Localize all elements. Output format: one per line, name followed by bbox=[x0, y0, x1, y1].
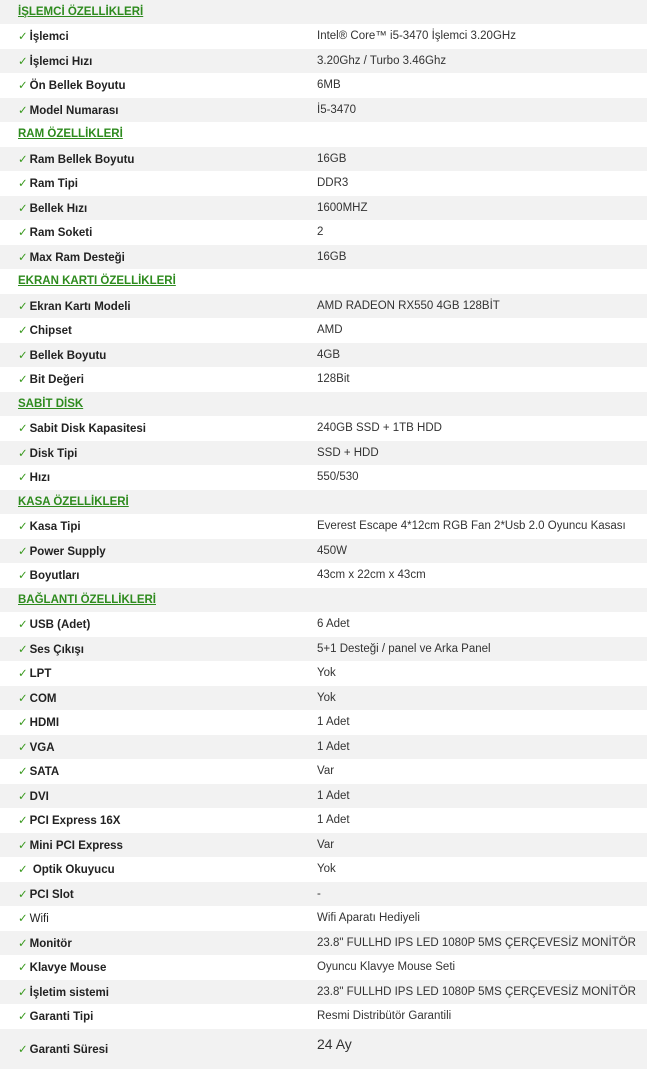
spec-label: SATA bbox=[29, 766, 60, 779]
spec-row bbox=[0, 931, 647, 956]
check-icon: ✓ bbox=[18, 888, 28, 901]
check-icon: ✓ bbox=[18, 741, 28, 754]
spec-value-cell bbox=[297, 147, 647, 172]
spec-value-cell bbox=[297, 49, 647, 74]
section-title: İŞLEMCİ ÖZELLİKLERİ bbox=[0, 0, 647, 24]
section-header-row bbox=[0, 122, 647, 147]
spec-label-cell bbox=[0, 294, 297, 319]
spec-label-cell bbox=[0, 98, 297, 123]
check-icon: ✓ bbox=[18, 962, 28, 975]
spec-label-cell bbox=[0, 563, 297, 588]
spec-value: 2 bbox=[317, 226, 324, 239]
section-header-row bbox=[0, 588, 647, 613]
section-title: BAĞLANTI ÖZELLİKLERİ bbox=[0, 588, 647, 613]
section-title: EKRAN KARTI ÖZELLİKLERİ bbox=[0, 269, 647, 294]
spec-value: Yok bbox=[317, 691, 336, 704]
spec-label: Model Numarası bbox=[29, 104, 119, 117]
spec-value-cell bbox=[297, 245, 647, 270]
spec-label: VGA bbox=[29, 741, 55, 754]
check-icon: ✓ bbox=[18, 423, 28, 436]
spec-label-cell bbox=[0, 245, 297, 270]
spec-label: Max Ram Desteği bbox=[29, 251, 125, 264]
spec-row bbox=[0, 735, 647, 760]
check-icon: ✓ bbox=[18, 1044, 28, 1056]
check-icon: ✓ bbox=[18, 1011, 28, 1024]
section-header-row bbox=[0, 0, 647, 24]
spec-value: Oyuncu Klavye Mouse Seti bbox=[317, 961, 456, 974]
spec-label: Power Supply bbox=[29, 545, 106, 558]
spec-label-cell bbox=[0, 784, 297, 809]
spec-label-cell bbox=[0, 735, 297, 760]
spec-value-cell bbox=[297, 955, 647, 980]
spec-label-cell bbox=[0, 759, 297, 784]
spec-label: Monitör bbox=[29, 937, 72, 950]
section-header-row bbox=[0, 392, 647, 417]
spec-label-cell bbox=[0, 857, 297, 882]
section-header-row bbox=[0, 269, 647, 294]
check-icon: ✓ bbox=[18, 937, 28, 950]
check-icon: ✓ bbox=[18, 300, 28, 313]
spec-label: Bellek Hızı bbox=[29, 202, 88, 215]
spec-row bbox=[0, 784, 647, 809]
check-icon: ✓ bbox=[18, 864, 28, 877]
spec-row bbox=[0, 759, 647, 784]
spec-row bbox=[0, 514, 647, 539]
spec-label: Ram Tipi bbox=[29, 178, 78, 191]
spec-label-cell bbox=[0, 882, 297, 907]
check-icon: ✓ bbox=[18, 668, 28, 681]
check-icon: ✓ bbox=[18, 374, 28, 387]
spec-row bbox=[0, 563, 647, 588]
check-icon: ✓ bbox=[18, 839, 28, 852]
spec-label-cell bbox=[0, 171, 297, 196]
spec-label-cell bbox=[0, 808, 297, 833]
check-icon: ✓ bbox=[18, 447, 28, 460]
spec-value-cell bbox=[297, 710, 647, 735]
spec-value: 43cm x 22cm x 43cm bbox=[317, 569, 426, 582]
spec-value-cell bbox=[297, 735, 647, 760]
spec-row bbox=[0, 710, 647, 735]
spec-value-cell bbox=[297, 1004, 647, 1029]
spec-value: AMD RADEON RX550 4GB 128BİT bbox=[317, 299, 500, 312]
spec-label: Wifi bbox=[29, 913, 49, 926]
check-icon: ✓ bbox=[18, 202, 28, 215]
spec-label: Chipset bbox=[29, 325, 72, 338]
spec-value: DDR3 bbox=[317, 177, 349, 190]
check-icon: ✓ bbox=[18, 545, 28, 558]
spec-value-cell bbox=[297, 343, 647, 368]
spec-label-cell bbox=[0, 318, 297, 343]
spec-label-cell bbox=[0, 147, 297, 172]
spec-row bbox=[0, 1029, 647, 1070]
spec-label: İşletim sistemi bbox=[29, 986, 109, 999]
check-icon: ✓ bbox=[18, 619, 28, 632]
spec-label: Ram Soketi bbox=[29, 227, 93, 240]
spec-row bbox=[0, 416, 647, 441]
section-title: KASA ÖZELLİKLERİ bbox=[0, 490, 647, 515]
section-header-row bbox=[0, 490, 647, 515]
spec-row bbox=[0, 441, 647, 466]
spec-value: AMD bbox=[317, 324, 343, 337]
spec-row bbox=[0, 147, 647, 172]
check-icon: ✓ bbox=[18, 178, 28, 191]
spec-value: İ5-3470 bbox=[317, 103, 357, 116]
spec-value: 6MB bbox=[317, 79, 341, 92]
spec-row bbox=[0, 196, 647, 221]
check-icon: ✓ bbox=[18, 227, 28, 240]
spec-value: Yok bbox=[317, 863, 336, 876]
section-title: SABİT DİSK bbox=[0, 392, 647, 417]
spec-label-cell bbox=[0, 441, 297, 466]
check-icon: ✓ bbox=[18, 717, 28, 730]
spec-value: 3.20Ghz / Turbo 3.46Ghz bbox=[317, 54, 447, 67]
check-icon: ✓ bbox=[18, 986, 28, 999]
spec-value-cell bbox=[297, 686, 647, 711]
spec-label: Hızı bbox=[29, 472, 51, 485]
spec-label-cell bbox=[0, 416, 297, 441]
spec-value-cell bbox=[297, 24, 647, 49]
spec-row bbox=[0, 367, 647, 392]
spec-label-cell bbox=[0, 367, 297, 392]
spec-value-cell bbox=[297, 759, 647, 784]
spec-label: USB (Adet) bbox=[29, 619, 91, 632]
spec-value: 23.8" FULLHD IPS LED 1080P 5MS ÇERÇEVESİZ MONİTÖR bbox=[317, 936, 636, 949]
spec-row bbox=[0, 245, 647, 270]
spec-value: 128Bit bbox=[317, 373, 350, 386]
check-icon: ✓ bbox=[18, 570, 28, 583]
spec-row bbox=[0, 73, 647, 98]
spec-label: Disk Tipi bbox=[29, 447, 78, 460]
check-icon: ✓ bbox=[18, 153, 28, 166]
spec-label-cell bbox=[0, 539, 297, 564]
spec-row bbox=[0, 637, 647, 662]
spec-value-cell bbox=[297, 539, 647, 564]
spec-value-cell bbox=[297, 612, 647, 637]
spec-value-cell bbox=[297, 514, 647, 539]
check-icon: ✓ bbox=[18, 325, 28, 338]
spec-value-cell bbox=[297, 980, 647, 1005]
spec-label: Garanti Tipi bbox=[29, 1011, 94, 1024]
check-icon: ✓ bbox=[18, 55, 28, 68]
spec-row bbox=[0, 686, 647, 711]
spec-row bbox=[0, 220, 647, 245]
spec-value-cell bbox=[297, 73, 647, 98]
spec-value-cell bbox=[297, 416, 647, 441]
spec-value-cell bbox=[297, 465, 647, 490]
spec-value: Yok bbox=[317, 667, 336, 680]
spec-label-cell bbox=[0, 49, 297, 74]
spec-value-cell bbox=[297, 784, 647, 809]
spec-value-cell bbox=[297, 882, 647, 907]
spec-label-cell bbox=[0, 1029, 297, 1070]
spec-label-cell bbox=[0, 1004, 297, 1029]
spec-label-cell bbox=[0, 686, 297, 711]
spec-label-cell bbox=[0, 980, 297, 1005]
check-icon: ✓ bbox=[18, 766, 28, 779]
spec-row bbox=[0, 49, 647, 74]
spec-label-cell bbox=[0, 637, 297, 662]
spec-value-cell bbox=[297, 171, 647, 196]
spec-label-cell bbox=[0, 931, 297, 956]
spec-value-cell bbox=[297, 220, 647, 245]
spec-value: Var bbox=[317, 765, 335, 778]
spec-label: Kasa Tipi bbox=[29, 521, 81, 534]
check-icon: ✓ bbox=[18, 31, 28, 44]
check-icon: ✓ bbox=[18, 251, 28, 264]
spec-label: HDMI bbox=[29, 717, 60, 730]
spec-label: Garanti Süresi bbox=[29, 1044, 109, 1056]
spec-row bbox=[0, 1004, 647, 1029]
spec-label: DVI bbox=[29, 790, 49, 803]
spec-value: 5+1 Desteği / panel ve Arka Panel bbox=[317, 642, 491, 655]
spec-row bbox=[0, 171, 647, 196]
spec-row bbox=[0, 294, 647, 319]
check-icon: ✓ bbox=[18, 790, 28, 803]
spec-value: SSD + HDD bbox=[317, 446, 379, 459]
spec-value: 16GB bbox=[317, 152, 347, 165]
spec-row bbox=[0, 857, 647, 882]
spec-row bbox=[0, 833, 647, 858]
spec-row bbox=[0, 465, 647, 490]
spec-label: Boyutları bbox=[29, 570, 80, 583]
spec-label: PCI Slot bbox=[29, 888, 74, 901]
spec-label-cell bbox=[0, 24, 297, 49]
spec-value: 24 Ay bbox=[317, 1036, 352, 1052]
spec-row bbox=[0, 661, 647, 686]
spec-label-cell bbox=[0, 710, 297, 735]
spec-row bbox=[0, 808, 647, 833]
spec-value: 16GB bbox=[317, 250, 347, 263]
spec-label: Ön Bellek Boyutu bbox=[29, 80, 126, 93]
spec-row bbox=[0, 906, 647, 931]
spec-value-cell bbox=[297, 857, 647, 882]
spec-label: COM bbox=[29, 692, 57, 705]
spec-value: 23.8" FULLHD IPS LED 1080P 5MS ÇERÇEVESİZ MONİTÖR bbox=[317, 985, 636, 998]
check-icon: ✓ bbox=[18, 815, 28, 828]
spec-value-cell bbox=[297, 1029, 647, 1070]
check-icon: ✓ bbox=[18, 104, 28, 117]
spec-value-cell bbox=[297, 294, 647, 319]
spec-value-cell bbox=[297, 833, 647, 858]
spec-label: Bit Değeri bbox=[29, 374, 84, 387]
spec-label: İşlemci Hızı bbox=[29, 55, 93, 68]
spec-row bbox=[0, 882, 647, 907]
spec-value: 1 Adet bbox=[317, 814, 350, 827]
spec-row bbox=[0, 343, 647, 368]
spec-value: 450W bbox=[317, 544, 348, 557]
spec-label-cell bbox=[0, 906, 297, 931]
spec-row bbox=[0, 98, 647, 123]
spec-label-cell bbox=[0, 612, 297, 637]
spec-value-cell bbox=[297, 637, 647, 662]
spec-label: Sabit Disk Kapasitesi bbox=[29, 423, 146, 436]
spec-label: İşlemci bbox=[29, 31, 69, 44]
spec-label: Klavye Mouse bbox=[29, 962, 107, 975]
spec-label: PCI Express 16X bbox=[29, 815, 121, 828]
spec-value: 6 Adet bbox=[317, 618, 350, 631]
spec-value: 1 Adet bbox=[317, 789, 350, 802]
spec-value: 1 Adet bbox=[317, 740, 350, 753]
spec-label-cell bbox=[0, 833, 297, 858]
spec-row bbox=[0, 24, 647, 49]
spec-label-cell bbox=[0, 955, 297, 980]
section-title: RAM ÖZELLİKLERİ bbox=[0, 122, 647, 147]
spec-value: Resmi Distribütör Garantili bbox=[317, 1010, 452, 1023]
spec-label-cell bbox=[0, 661, 297, 686]
spec-label: Bellek Boyutu bbox=[29, 349, 107, 362]
spec-label: Ses Çıkışı bbox=[29, 643, 84, 656]
check-icon: ✓ bbox=[18, 80, 28, 93]
spec-value-cell bbox=[297, 931, 647, 956]
spec-row bbox=[0, 980, 647, 1005]
check-icon: ✓ bbox=[18, 643, 28, 656]
check-icon: ✓ bbox=[18, 349, 28, 362]
spec-label: Ekran Kartı Modeli bbox=[29, 300, 131, 313]
spec-row bbox=[0, 612, 647, 637]
spec-value: 550/530 bbox=[317, 471, 359, 484]
spec-value: Var bbox=[317, 838, 335, 851]
spec-label-cell bbox=[0, 220, 297, 245]
spec-value-cell bbox=[297, 367, 647, 392]
spec-value-cell bbox=[297, 661, 647, 686]
spec-row bbox=[0, 539, 647, 564]
spec-label: LPT bbox=[29, 668, 52, 681]
spec-value-cell bbox=[297, 318, 647, 343]
spec-label: Ram Bellek Boyutu bbox=[29, 153, 135, 166]
spec-value: 1600MHZ bbox=[317, 201, 368, 214]
spec-value-cell bbox=[297, 196, 647, 221]
check-icon: ✓ bbox=[18, 472, 28, 485]
check-icon: ✓ bbox=[18, 521, 28, 534]
spec-value: - bbox=[317, 887, 321, 900]
spec-label-cell bbox=[0, 73, 297, 98]
spec-value-cell bbox=[297, 98, 647, 123]
spec-label: Mini PCI Express bbox=[29, 839, 123, 852]
check-icon: ✓ bbox=[18, 913, 28, 926]
check-icon: ✓ bbox=[18, 692, 28, 705]
spec-row bbox=[0, 318, 647, 343]
spec-value-cell bbox=[297, 808, 647, 833]
spec-label-cell bbox=[0, 196, 297, 221]
spec-value: Intel® Core™ i5-3470 İşlemci 3.20GHz bbox=[317, 30, 516, 43]
spec-label: Optik Okuyucu bbox=[29, 864, 115, 877]
spec-label-cell bbox=[0, 465, 297, 490]
spec-value-cell bbox=[297, 441, 647, 466]
spec-label-cell bbox=[0, 514, 297, 539]
spec-value-cell bbox=[297, 563, 647, 588]
spec-value-cell bbox=[297, 906, 647, 931]
spec-value: Everest Escape 4*12cm RGB Fan 2*Usb 2.0 Oyuncu Kasası bbox=[317, 520, 626, 533]
spec-row bbox=[0, 955, 647, 980]
spec-label-cell bbox=[0, 343, 297, 368]
spec-value: 240GB SSD + 1TB HDD bbox=[317, 422, 442, 435]
spec-value: 1 Adet bbox=[317, 716, 350, 729]
spec-value: Wifi Aparatı Hediyeli bbox=[317, 912, 420, 925]
spec-value: 4GB bbox=[317, 348, 341, 361]
